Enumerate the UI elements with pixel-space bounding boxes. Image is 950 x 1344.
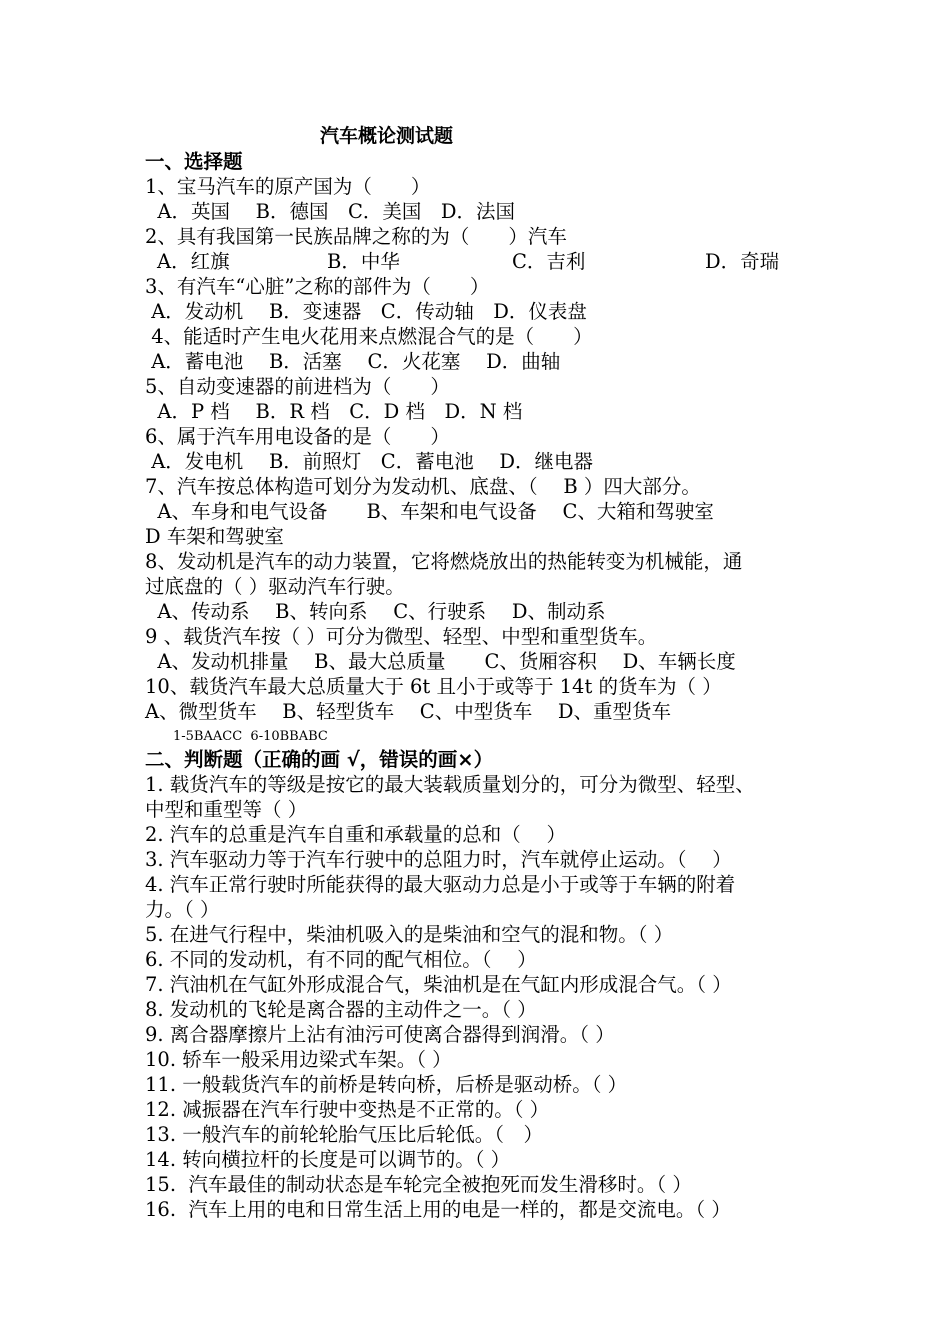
statement-line: 1. 载货汽车的等级是按它的最大装载质量划分的，可分为微型、轻型、 [145,773,755,796]
statement-line: 2. 汽车的总重是汽车自重和承载量的总和（ ） [145,823,567,846]
question-line: 7、汽车按总体构造可划分为发动机、底盘、（ B ）四大部分。 [145,475,701,498]
q2-option-d: D．奇瑞 [705,250,780,273]
question-line: 3、有汽车“心脏”之称的部件为（ ） [145,275,490,298]
question-line: 过底盘的（ ）驱动汽车行驶。 [145,575,405,598]
option-line: A．发电机 B．前照灯 C．蓄电池 D．继电器 [145,450,594,473]
statement-line: 8. 发动机的飞轮是离合器的主动件之一。（ ） [145,998,537,1021]
document-title: 汽车概论测试题 [320,125,454,147]
statement-line: 10. 轿车一般采用边梁式车架。（ ） [145,1048,452,1071]
question-line: 8、发动机是汽车的动力装置，它将燃烧放出的热能转变为机械能，通 [145,550,743,573]
statement-line: 7. 汽油机在气缸外形成混合气，柴油机是在气缸内形成混合气。（ ） [145,973,732,996]
answer-key: 1-5BAACC 6-10BBABC [173,729,328,744]
option-line: A．蓄电池 B．活塞 C．火花塞 D．曲轴 [145,350,561,373]
question-line: 10、载货汽车最大总质量大于 6t 且小于或等于 14t 的货车为（ ） [145,675,722,698]
option-line: A、微型货车 B、轻型货车 C、中型货车 D、重型货车 [145,700,672,723]
statement-line: 13. 一般汽车的前轮轮胎气压比后轮低。（ ） [145,1123,543,1146]
statement-line: 5. 在进气行程中，柴油机吸入的是柴油和空气的混和物。（ ） [145,923,674,946]
statement-line: 14. 转向横拉杆的长度是可以调节的。（ ） [145,1148,511,1171]
statement-line: 中型和重型等（ ） [145,798,308,821]
q2-option-b: B．中华 [327,250,400,273]
statement-line: 4. 汽车正常行驶时所能获得的最大驱动力总是小于或等于车辆的附着 [145,873,736,896]
question-line: 1、宝马汽车的原产国为（ ） [145,175,431,198]
question-line: 2、具有我国第一民族品牌之称的为（ ）汽车 [145,225,567,248]
option-line: A．发动机 B．变速器 C．传动轴 D．仪表盘 [145,300,587,323]
statement-line: 11. 一般载货汽车的前桥是转向桥，后桥是驱动桥。（ ） [145,1073,628,1096]
statement-line: 6. 不同的发动机，有不同的配气相位。（ ） [145,948,537,971]
statement-line: 15. 汽车最佳的制动状态是车轮完全被抱死而发生滑移时。（ ） [145,1173,692,1196]
section1-heading: 一、选择题 [145,150,243,173]
option-line: A、发动机排量 B、最大总质量 C、货厢容积 D、车辆长度 [145,650,736,673]
statement-line: 力。（ ） [145,898,220,921]
section2-heading: 二、判断题（正确的画 √，错误的画×） [145,748,494,771]
statement-line: 16. 汽车上用的电和日常生活上用的电是一样的，都是交流电。（ ） [145,1198,731,1221]
question-line: 6、属于汽车用电设备的是（ ） [145,425,450,448]
question-line: 5、自动变速器的前进档为（ ） [145,375,450,398]
option-line: A、传动系 B、转向系 C、行驶系 D、制动系 [145,600,606,623]
option-line: A．P 档 B．R 档 C．D 档 D．N 档 [145,400,523,423]
statement-line: 3. 汽车驱动力等于汽车行驶中的总阻力时，汽车就停止运动。（ ） [145,848,732,871]
option-line: A、车身和电气设备 B、车架和电气设备 C、大箱和驾驶室 [145,500,714,523]
q2-option-a: A．红旗 [157,250,230,273]
option-line: D 车架和驾驶室 [145,525,284,548]
q2-option-c: C．吉利 [512,250,586,273]
statement-line: 9. 离合器摩擦片上沾有油污可使离合器得到润滑。（ ） [145,1023,615,1046]
option-line: A．英国 B．德国 C．美国 D．法国 [145,200,516,223]
question-line: 9 、载货汽车按（ ）可分为微型、轻型、中型和重型货车。 [145,625,658,648]
question-line: 4、能适时产生电火花用来点燃混合气的是（ ） [145,325,593,348]
statement-line: 12. 减振器在汽车行驶中变热是不正常的。（ ） [145,1098,550,1121]
